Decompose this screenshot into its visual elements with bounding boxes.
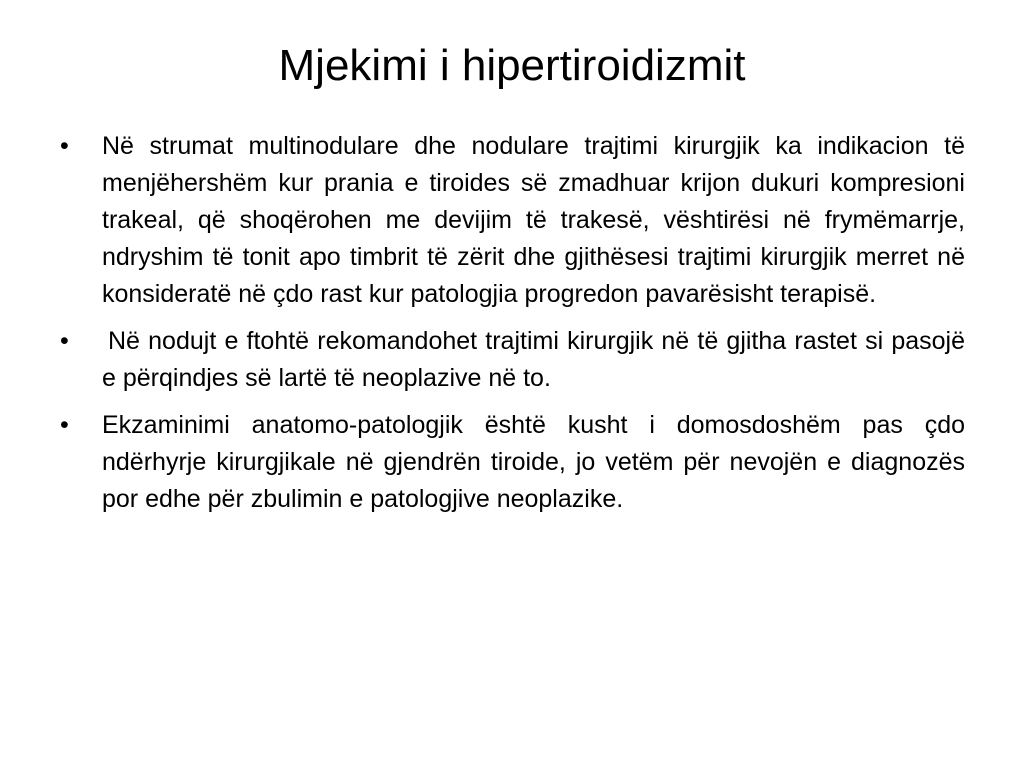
bullet-item-2 [60,323,965,397]
bullet-item-3 [60,407,965,518]
bullet-text-1: Në strumat multinodulare dhe nodulare trajtimi kirurgjik ka indikacion të menjëhershëm kur prania e tiroides së zmadhuar krijon dukuri kompresioni trakeal, që shoqërohen me devijim të trakesë, vështirësi në frymëmarrje, ndryshim të tonit apo timbrit të zërit dhe gjithësesi trajtimi kirurgjik merret në konsideratë në çdo rast kur patologjia progredon pavarësisht terapisë. [102,132,965,308]
bullet-dot-icon: • [60,327,69,355]
bullet-text-2: Në nodujt e ftohtë rekomandohet trajtimi kirurgjik në të gjitha rastet si pasojë e përqindjes së lartë të neoplazive në to. [102,327,965,392]
bullet-dot-icon: • [60,411,69,439]
bullet-dot-icon: • [60,132,69,160]
bullet-item-1 [60,128,965,313]
slide-title: Mjekimi i hipertiroidizmit [278,41,746,90]
bullet-text-3: Ekzaminimi anatomo-patologjik është kusht i domosdoshëm pas çdo ndërhyrje kirurgjikale në gjendrën tiroide, jo vetëm për nevojën e diagnozës por edhe për zbulimin e patologjive neoplazike. [102,411,965,513]
bullet-list [60,128,965,528]
